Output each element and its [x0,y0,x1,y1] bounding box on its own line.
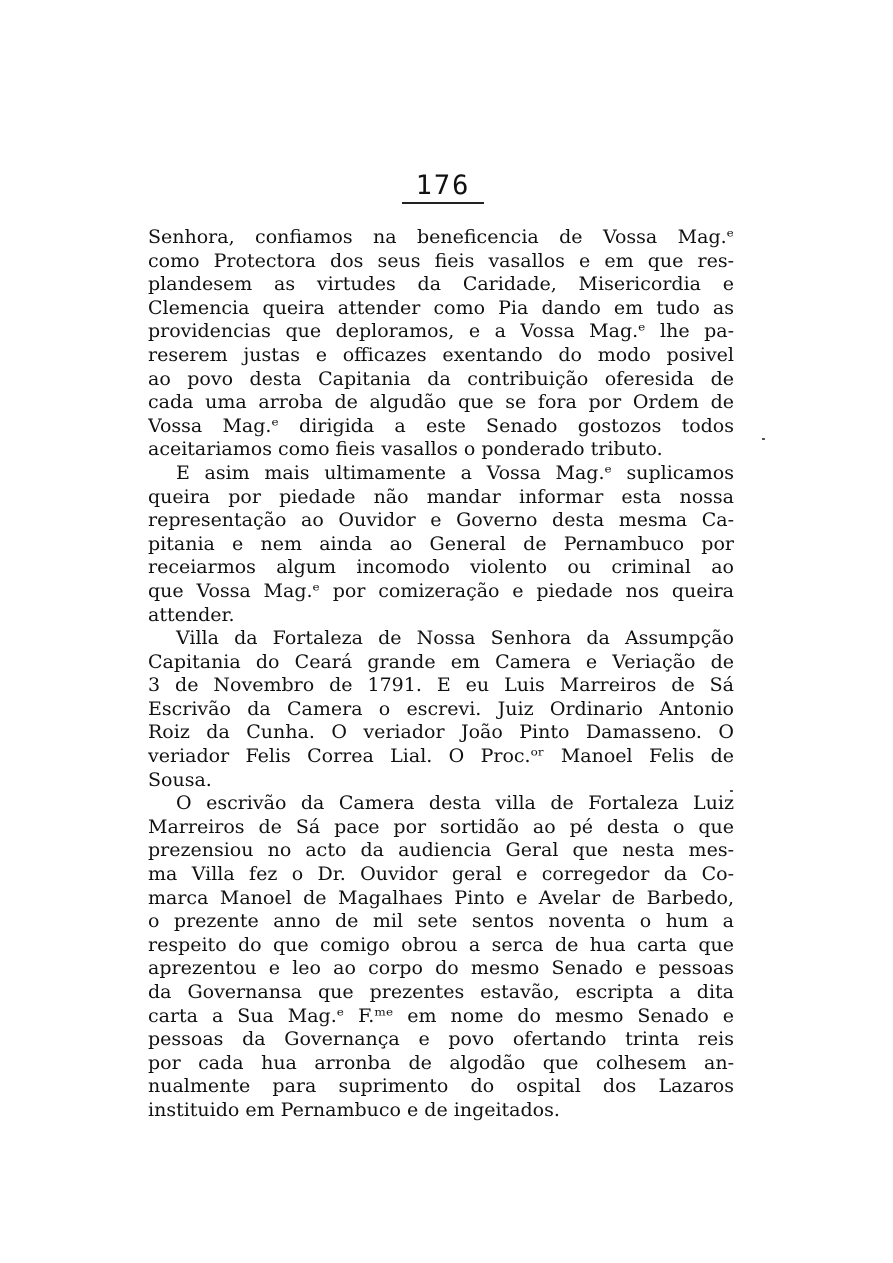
text-line: instituido em Pernambuco e de ingeitados. [148,1098,560,1121]
text-line: representação ao Ouvidor e Governo desta mesma Ca- [148,509,734,532]
text-line: como Protectora dos seus fieis vasallos e em que res- [148,249,734,272]
text-line: Capitania do Ceará grande em Camera e Veriação de [148,650,734,673]
page-number-rule [402,202,484,204]
text-line: que Vossa Mag.ᵉ por comizeração e piedade nos queira [148,579,734,602]
text-line: pitania e nem ainda ao General de Pernambuco por [148,532,734,555]
text-line: Villa da Fortaleza de Nossa Senhora da Assumpção [176,627,734,650]
text-line: ao povo desta Capitania da contribuição oferesida de [148,367,734,390]
text-line: da Governansa que prezentes estavão, escripta a dita [148,981,734,1003]
text-line: Roiz da Cunha. O veriador João Pinto Damasseno. O [148,721,734,744]
text-line: marca Manoel de Magalhaes Pinto e Avelar de Barbedo, [148,886,734,909]
text-line: aceitariamos como fieis vasallos o ponderado tributo. [148,438,663,461]
body-text [148,226,734,1123]
text-line: attender. [148,603,235,626]
text-line: Sousa. [148,768,212,791]
text-line: por cada hua arronba de algodão que colhesem an- [148,1051,734,1074]
text-line: Senhora, confiamos na beneficencia de Vossa Mag.ᵉ [148,226,734,248]
text-line: reserem justas e officazes exentando do modo posivel [148,343,734,366]
text-line: plandesem as virtudes da Caridade, Misericordia e [148,273,734,296]
scan-speck [730,790,733,792]
text-line: ma Villa fez o Dr. Ouvidor geral e corregedor da Co- [148,863,734,886]
text-line: Vossa Mag.ᵉ dirigida a este Senado gostozos todos [148,414,734,437]
text-line: Escrivão da Camera o escrevi. Juiz Ordinario Antonio [148,697,734,720]
text-line: carta a Sua Mag.ᵉ F.ᵐᵉ em nome do mesmo Senado e [148,1004,734,1027]
text-line: E asim mais ultimamente a Vossa Mag.ᵉ suplicamos [176,461,734,484]
text-line: nualmente para suprimento do ospital dos Lazaros [148,1075,734,1098]
text-line: queira por piedade não mandar informar esta nossa [148,485,734,508]
scan-speck [762,438,765,440]
text-line: o prezente anno de mil sete sentos noventa o hum a [148,910,734,933]
text-line: providencias que deploramos, e a Vossa Mag.ᵉ lhe pa- [148,320,734,343]
text-line: Marreiros de Sá pace por sortidão ao pé desta o que [148,815,734,838]
text-line: aprezentou e leo ao corpo do mesmo Senado e pessoas [148,957,734,980]
text-line: O escrivão da Camera desta villa de Fortaleza Luiz [176,792,734,815]
text-line: pessoas da Governança e povo ofertando trinta reis [148,1028,734,1051]
text-line: cada uma arroba de algudão que se fora por Ordem de [148,391,734,414]
text-line: Clemencia queira attender como Pia dando em tudo as [148,296,734,319]
text-line: respeito do que comigo obrou a serca de hua carta que [148,933,734,956]
page-number: 176 [415,170,471,201]
text-line: 3 de Novembro de 1791. E eu Luis Marreiros de Sá [148,674,734,697]
text-line: veriador Felis Correa Lial. O Proc.ᵒʳ Manoel Felis de [148,745,734,768]
text-line: receiarmos algum incomodo violento ou criminal ao [148,556,734,579]
text-line: prezensiou no acto da audiencia Geral que nesta mes- [148,839,734,862]
